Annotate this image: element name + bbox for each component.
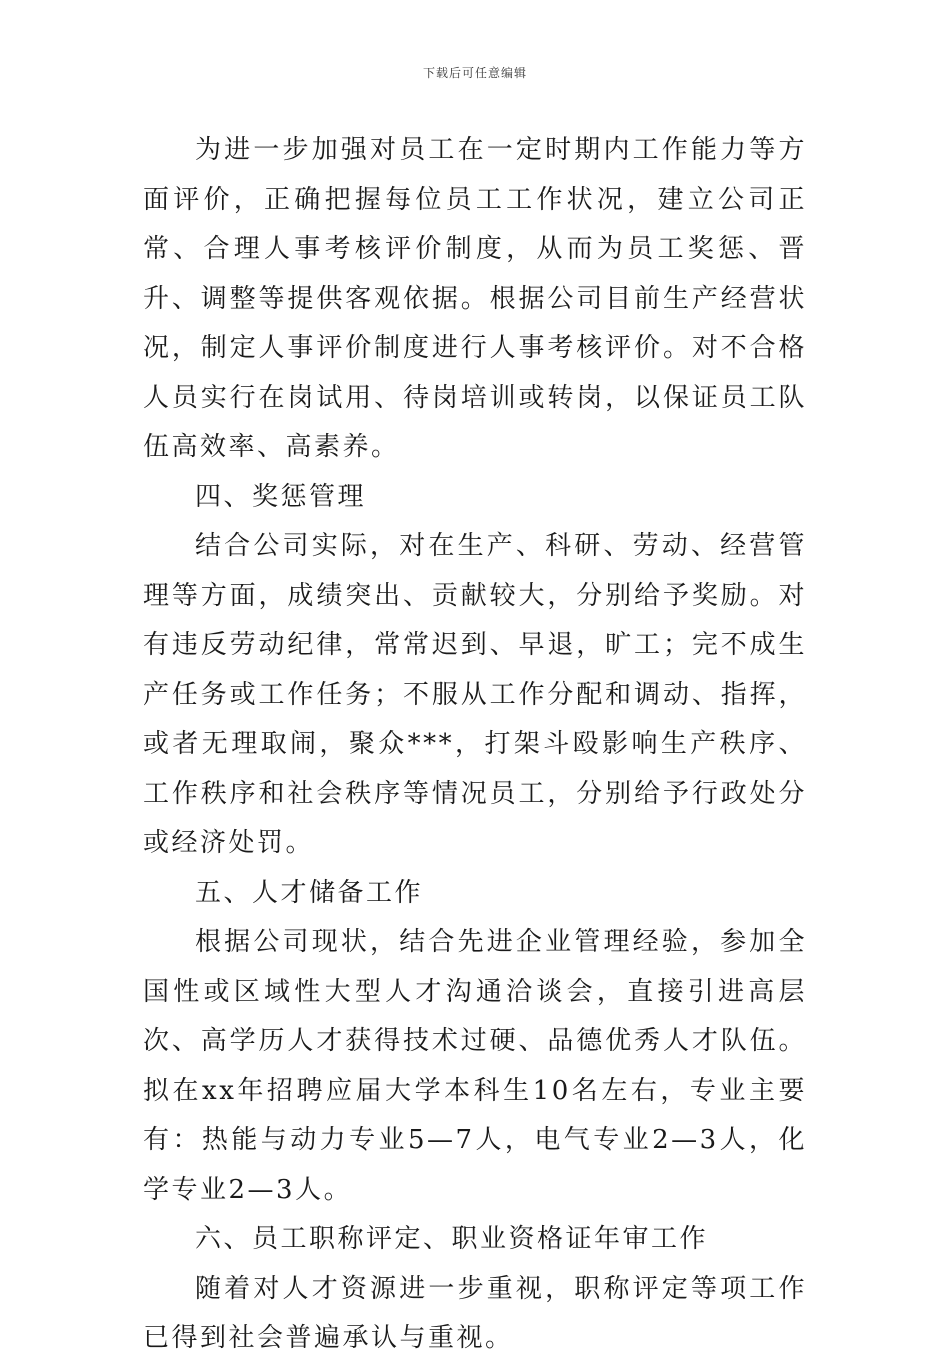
section-heading: 四、奖惩管理 (195, 481, 367, 512)
body-paragraph: 结合公司实际，对在生产、科研、劳动、经营管理等方面，成绩突出、贡献较大，分别给予奖励。对有违反劳动纪律，常常迟到、早退，旷工；完不成生产任务或工作任务；不服从工作分配和调动、指挥，或者无理取闹，聚众***，打架斗殴影响生产秩序、工作秩序和社会秩序等情况员工，分别给予行政处分或经济处罚。 (143, 531, 807, 858)
body-paragraph: 随着对人才资源进一步重视，职称评定等项工作已得到社会普遍承认与重视。 (143, 1273, 807, 1353)
body-paragraph: 根据公司现状，结合先进企业管理经验，参加全国性或区域性大型人才沟通洽谈会，直接引进高层次、高学历人才获得技术过硬、品德优秀人才队伍。拟在xx年招聘应届大学本科生10名左右，专业主要有：热能与动力专业5—7人，电气专业2—3人，化学专业2—3人。 (143, 927, 807, 1205)
page-header: 下载后可任意编辑 (422, 66, 527, 80)
section-heading: 五、人才储备工作 (195, 877, 424, 908)
section-heading: 六、员工职称评定、职业资格证年审工作 (195, 1224, 709, 1254)
document-body (143, 126, 807, 1364)
body-paragraph: 为进一步加强对员工在一定时期内工作能力等方面评价，正确把握每位员工工作状况，建立公司正常、合理人事考核评价制度，从而为员工奖惩、晋升、调整等提供客观依据。根据公司目前生产经营状况，制定人事评价制度进行人事考核评价。对不合格人员实行在岗试用、待岗培训或转岗，以保证员工队伍高效率、高素养。 (143, 135, 807, 462)
